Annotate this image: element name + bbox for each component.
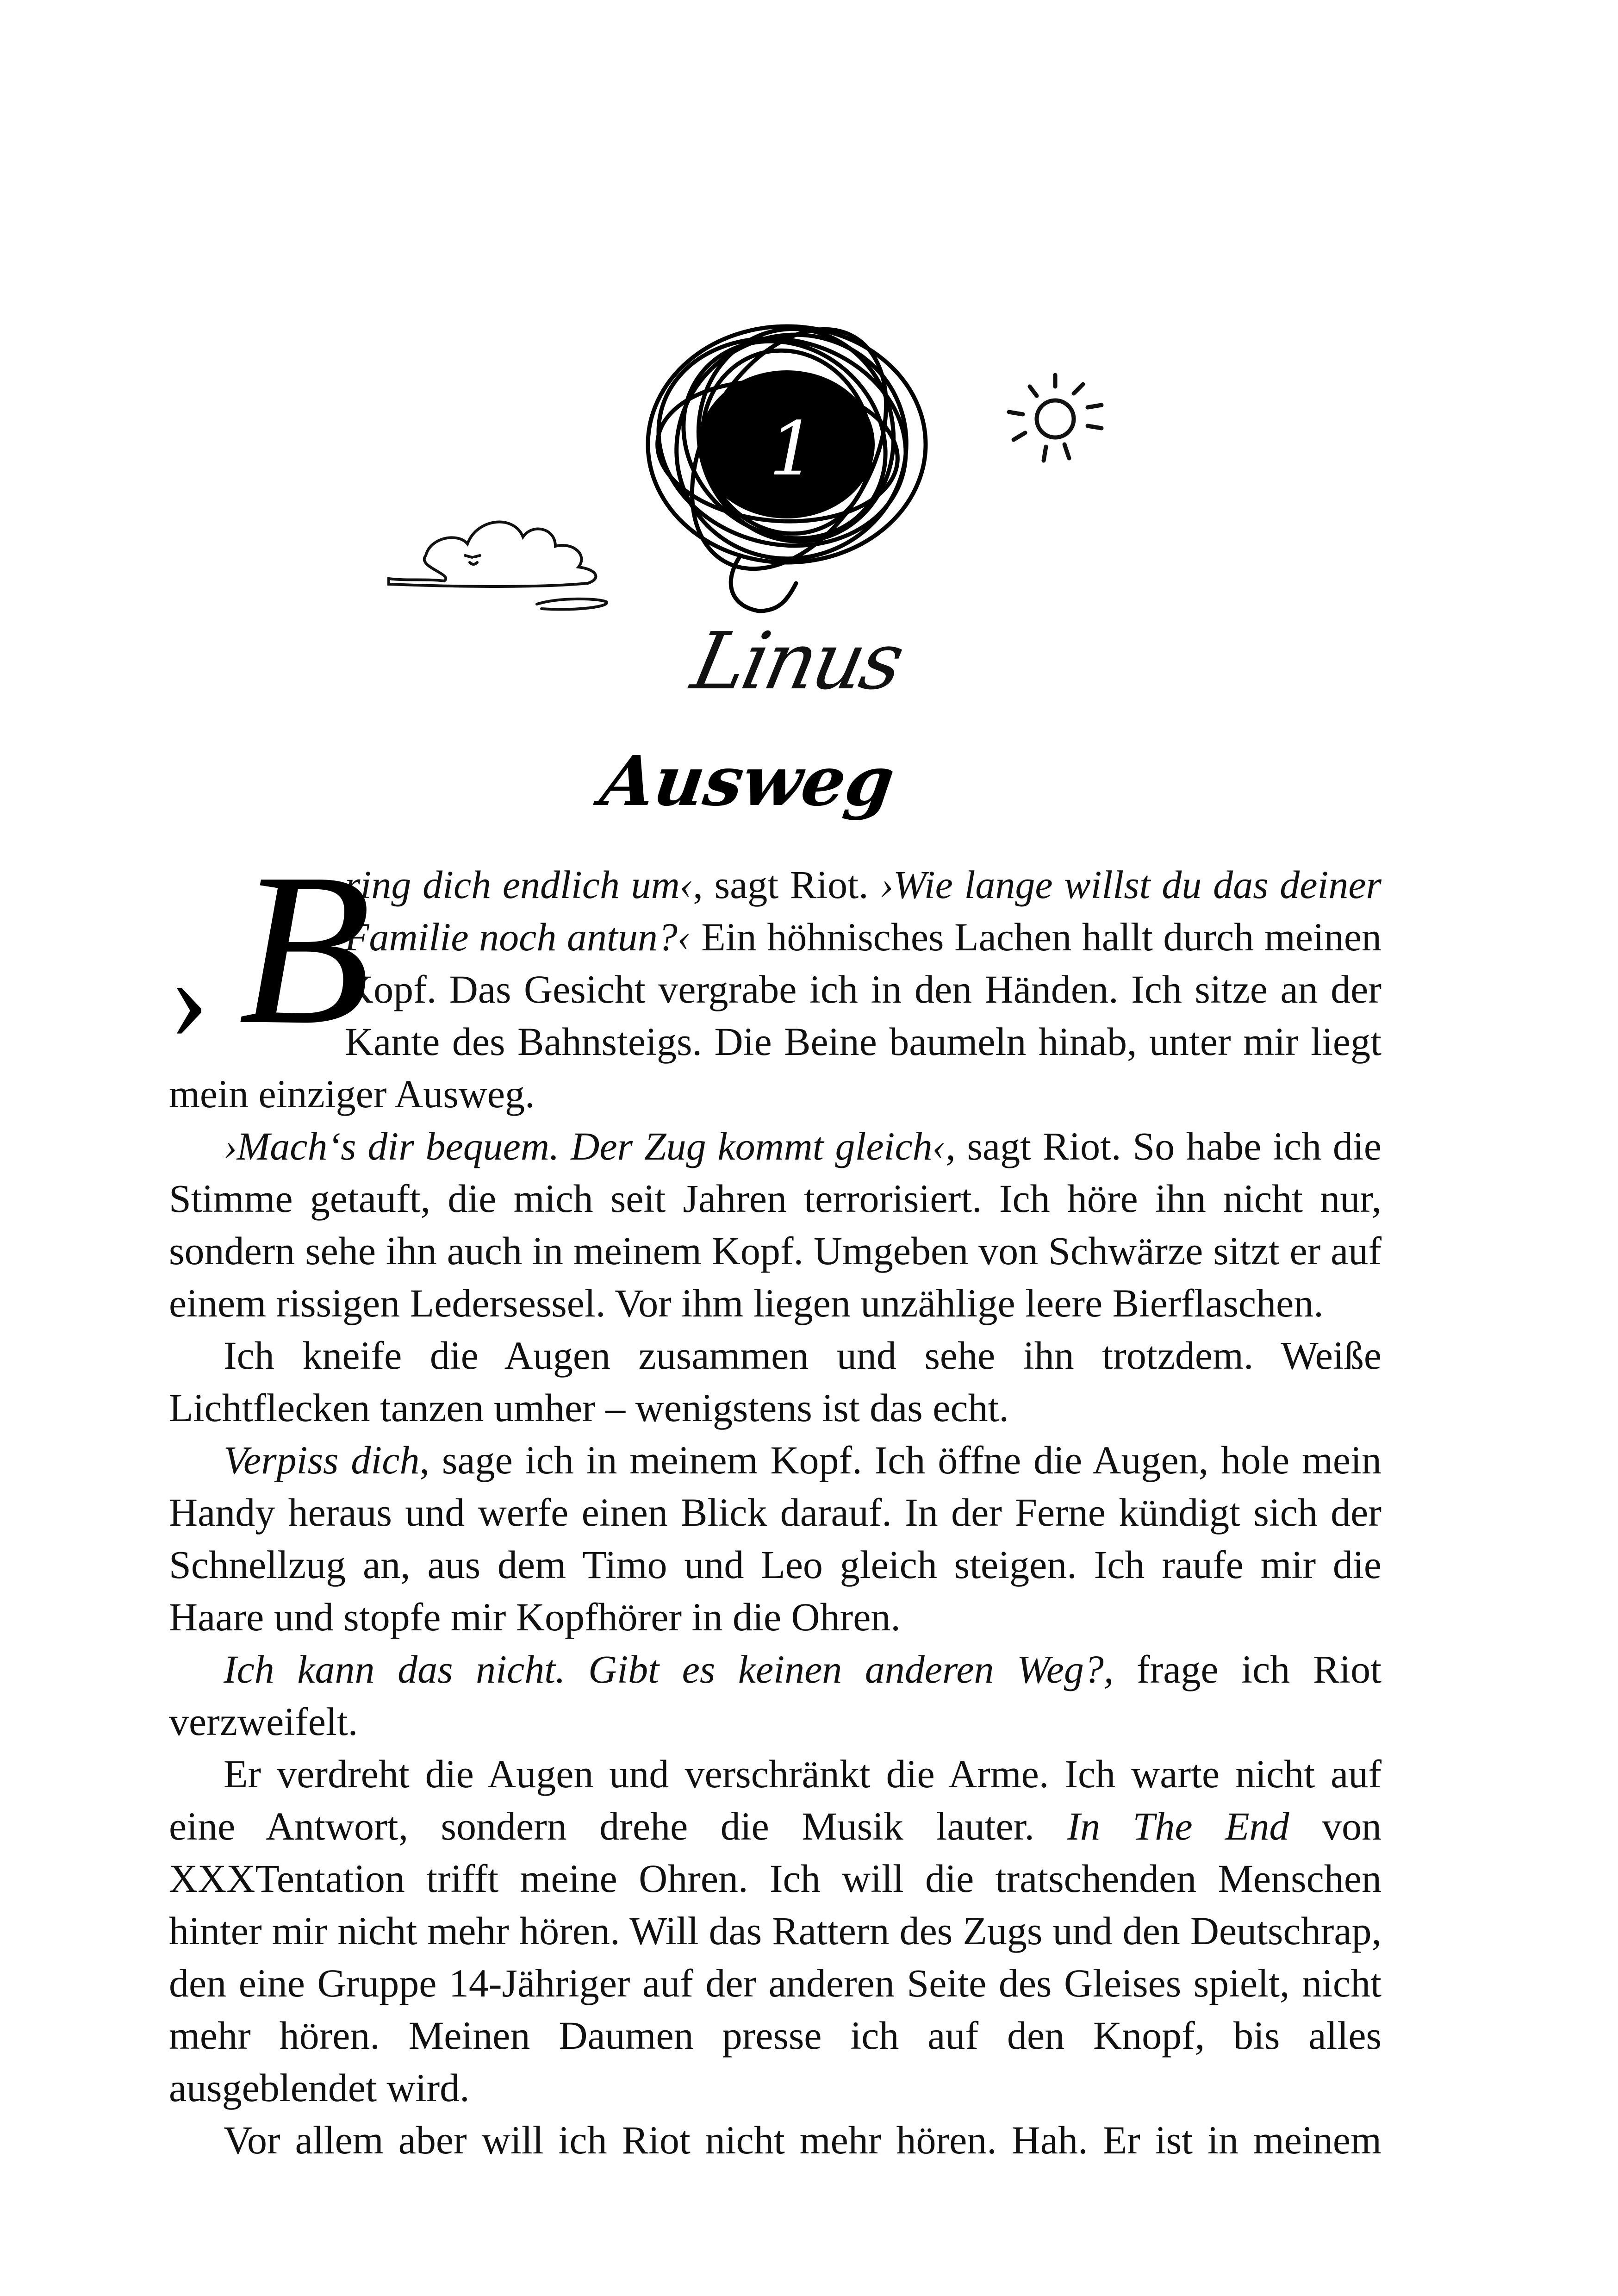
paragraph bbox=[169, 1643, 1382, 1748]
text-run: Vor allem aber will ich Riot nicht mehr hören. Hah. Er ist in meinem bbox=[224, 2118, 1382, 2162]
body-text bbox=[169, 828, 1382, 2166]
italic-speech: ring dich endlich um‹ bbox=[345, 862, 693, 907]
chapter-title: Ausweg bbox=[596, 741, 900, 821]
italic-speech: Ich kann das nicht. Gibt es keinen anderen Weg?, bbox=[224, 1647, 1114, 1691]
paragraph bbox=[169, 1329, 1382, 1434]
paragraph bbox=[169, 1120, 1382, 1329]
text-run: Ein höhnisches Lachen hallt durch meinen Kopf. Das Gesicht vergrabe ich in den Händen. Ich sitze an der Kante des Bahnsteigs. Die Beine baumeln hinab, unter mir liegt mein einziger Ausweg. bbox=[169, 915, 1382, 1116]
text-run: Er verdreht die Augen und verschränkt die Arme. Ich warte nicht auf eine Antwort, sondern drehe die Musik lauter. bbox=[169, 1752, 1382, 1848]
italic-speech: ›Wie lange willst du das deiner Familie noch antun?‹ bbox=[345, 862, 1382, 959]
paragraph bbox=[169, 828, 1382, 1120]
drop-cap-letter: B bbox=[238, 828, 372, 1069]
text-run: , sagt Riot. bbox=[693, 862, 880, 907]
italic-title: In The End bbox=[1067, 1804, 1289, 1848]
text-run: Ich kneife die Augen zusammen und sehe ihn trotzdem. Weiße Lichtflecken tanzen umher – wenigstens ist das echt. bbox=[169, 1333, 1382, 1430]
paragraph bbox=[169, 1434, 1382, 1643]
paragraph bbox=[169, 1748, 1382, 2114]
cloud-icon bbox=[389, 522, 607, 610]
drop-cap-quote-mark: › bbox=[169, 931, 209, 1064]
paragraph bbox=[169, 2114, 1382, 2166]
italic-speech: Verpiss dich bbox=[224, 1438, 420, 1482]
text-run: , sage ich in meinem Kopf. Ich öffne die Augen, hole mein Handy heraus und werfe einen Blick darauf. In der Ferne kündigt sich der Schnellzug an, aus dem Timo und Leo gleich steigen. Ich raufe mir die Haare und stopfe mir Kopfhörer in die Ohren. bbox=[169, 1438, 1382, 1639]
text-run: von XXXTentation trifft meine Ohren. Ich will die tratschenden Menschen hinter mir nicht mehr hören. Will das Rattern des Zugs und den Deutschrap, den eine Gruppe 14-Jähriger auf der anderen Seite des Gleises spielt, nicht mehr hören. Meinen Daumen presse ich auf den Knopf, bis alles ausgeblendet wird. bbox=[169, 1804, 1382, 2110]
chapter-narrator: Linus bbox=[684, 616, 909, 707]
text-run: sagt Riot. So habe ich die Stimme getauft, die mich seit Jahren terrorisiert. Ich höre ihn nicht nur, sondern sehe ihn auch in meinem Kopf. Umgeben von Schwärze sitzt er auf einem rissigen Ledersessel. Vor ihm liegen unzählige leere Bierflaschen. bbox=[169, 1124, 1382, 1325]
italic-speech: ›Mach‘s dir bequem. Der Zug kommt gleich‹, bbox=[224, 1124, 956, 1168]
drop-cap bbox=[169, 828, 372, 1069]
sun-icon bbox=[1009, 375, 1101, 461]
text-run: frage ich Riot verzweifelt. bbox=[169, 1647, 1382, 1744]
chapter-number: 1 bbox=[769, 406, 816, 492]
